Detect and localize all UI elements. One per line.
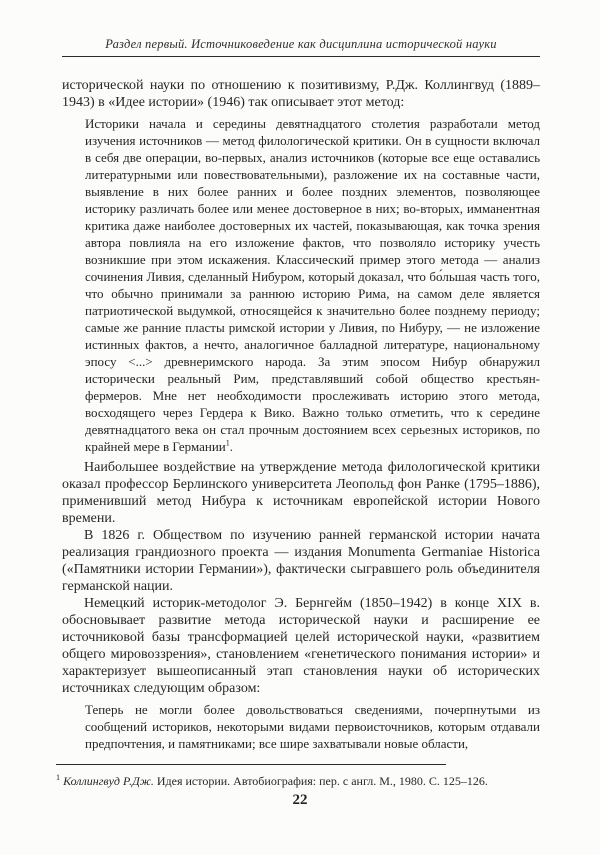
page-body [62, 77, 540, 756]
paragraph-intro: исторической науки по отношению к позитивизму, Р.Дж. Коллингвуд (1889–1943) в «Идее истории» (1946) так описывает этот метод: [62, 78, 540, 110]
footnote [56, 770, 544, 789]
paragraph-bernheim: Немецкий историк-методолог Э. Бернгейм (1850–1942) в конце XIX в. обосновывает развитие метода исторической науки и расширение ее источниковой базы трансформацией целей исторической науки, «развитием общего мировоззрения», становлением «генетического понимания истории» и характеризует вышеописанный этап становления науки об исторических источниках следующим образом: [62, 596, 540, 696]
page-number: 22 [292, 792, 308, 808]
footnote-reference-marker: 1 [225, 438, 230, 448]
header-rule [62, 56, 540, 57]
footnote-author: Коллингвуд Р.Дж. [63, 774, 154, 788]
footnote-marker: 1 [56, 773, 61, 782]
paragraph-ranke: Наибольшее воздействие на утверждение метода филологической критики оказал профессор Берлинского университета Леопольд фон Ранке (1795–1886), применивший метод Нибура к источникам европейской истории Нового времени. [62, 460, 540, 526]
footnote-rule [56, 764, 446, 765]
running-header: Раздел первый. Источниковедение как дисциплина исторической науки [105, 37, 497, 51]
blockquote-collingwood-text: Историки начала и середины девятнадцатого столетия разработали метод изучения источников — метод филологической критики. Он в сущности включал в себя две операции, во-первых, анализ источников (которые все еще оставались литературными или повествовательными), разложение их на составные части, выявление в них более ранних и более поздних элементов, позволяющее историку различать более или менее достоверное в них; во-вторых, имманентная критика даже наиболее достоверных их частей, показывающая, как точка зрения автора повлияла на его изложение фактов, что позволяло историку учесть возникшие при этом искажения. Классический пример этого метода — анализ сочинения Ливия, сделанный Нибуром, который доказал, что бо́льшая часть того, что обычно принимали за раннюю историю Рима, на самом деле является патриотической выдумкой, относящейся к значительно более позднему периоду; самые же ранние пласты римской истории у Ливия, по Нибуру, — не изложение истинных фактов, а нечто, аналогичное балладной литературе, национальному эпосу <...> древнеримского народа. За этим эпосом Нибур обнаружил исторически реальный Рим, представлявший собой общество крестьян-фермеров. Мне нет необходимости прослеживать историю этого метода, восходящего через Гердера к Вико. Важно только отметить, что к середине девятнадцатого века он стал прочным достоянием всех серьезных историков, по крайней мере в Германии [85, 116, 540, 454]
blockquote-collingwood-period: . [229, 439, 234, 454]
blockquote-bernheim: Теперь не могли более довольствоваться сведениями, почерпнутыми из сообщений историков, некоторыми видами первоисточников, которым отдавали предпочтения, и памятниками; все шире захватывали новые области, [85, 702, 540, 751]
blockquote-collingwood [85, 115, 540, 455]
footnote-text: Идея истории. Автобиография: пер. с англ. М., 1980. С. 125–126. [153, 774, 488, 788]
paragraph-monumenta: В 1826 г. Обществом по изучению ранней германской истории начата реализация грандиозного проекта — издания Monumenta Germaniae Historica («Памятники истории Германии»), фактически сыгравшего роль объединителя германской нации. [62, 528, 540, 594]
